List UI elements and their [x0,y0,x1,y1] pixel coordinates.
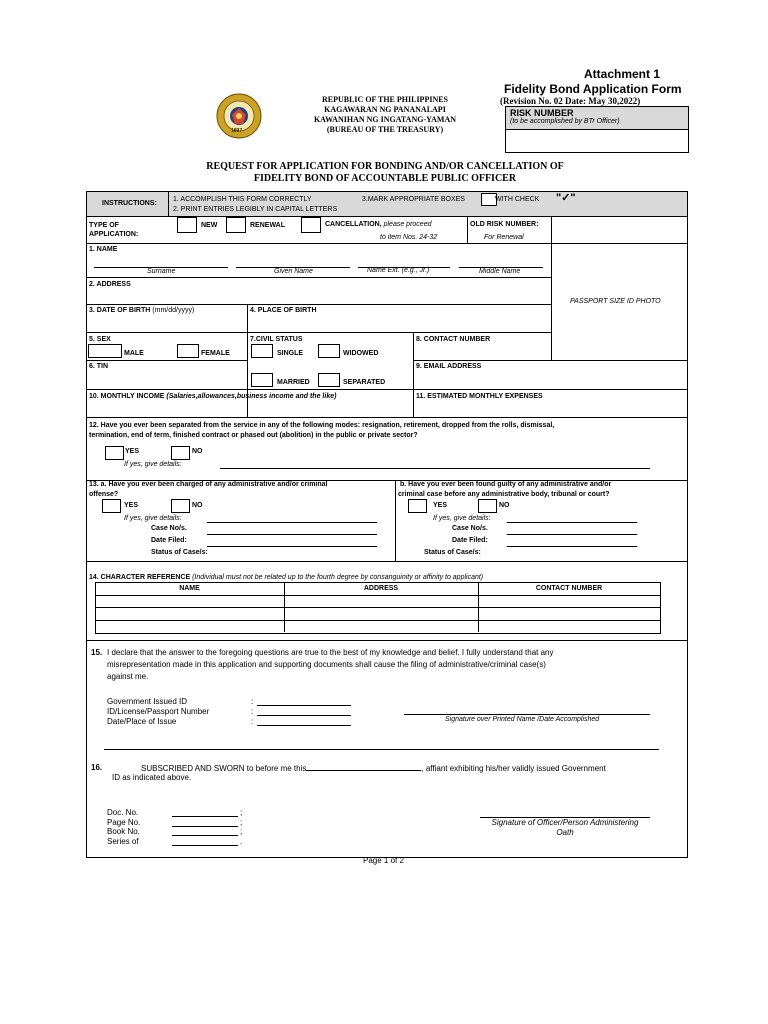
q14-label [89,574,483,581]
q13a-case-no-input[interactable] [207,534,377,535]
civil-status-label: 7.CIVIL STATUS [250,336,303,343]
risk-number-note: (to be accomplished by BTr Officer) [510,118,620,125]
series-of-label: Series of [107,837,139,846]
instruction-3: 3.MARK APPROPRIATE BOXES [362,196,465,203]
book-no-label: Book No. [107,827,140,836]
q12-no-label: NO [192,448,203,455]
old-risk-number-note: For Renewal [484,234,524,241]
male-label: MALE [124,350,144,357]
q15-line-2: misrepresentation made in this application and supporting documents shall cause the filing of administrative/criminal case(s) [107,660,546,669]
reference-col-name: NAME [179,585,200,592]
with-check-label: WITH CHECK [495,196,540,203]
request-title-line-2: FIDELITY BOND OF ACCOUNTABLE PUBLIC OFFICER [253,173,517,184]
reference-row-1[interactable] [96,596,659,607]
instruction-1: 1. ACCOMPLISH THIS FORM CORRECTLY [173,196,312,203]
new-label: NEW [201,222,218,229]
q16-line-2: ID as indicated above. [112,773,192,782]
page-no-input[interactable] [172,826,238,827]
reference-row-3[interactable] [96,621,659,632]
q13b-yes-label: YES [433,502,448,509]
q13a-text-line-2: offense? [89,491,119,498]
date-place-input[interactable] [257,725,351,726]
passport-photo-area[interactable]: PASSPORT SIZE ID PHOTO [570,298,661,305]
risk-number-label: RISK NUMBER [510,108,574,118]
checkbox-widowed[interactable] [318,344,340,358]
address-label: 2. ADDRESS [89,281,131,288]
cancellation-label [325,221,431,228]
q13b-no-label: NO [499,502,510,509]
agency-line-1: REPUBLIC OF THE PHILIPPINES [321,95,449,104]
q12-text-line-1: 12. Have you ever been separated from the service in any of the following modes: resignation, retirement, dropped from the rolls, dismissal, [89,422,555,429]
q16-text-b: , affiant exhibiting his/her validly issued Government [421,764,606,773]
dob-text: 3. DATE OF BIRTH [89,307,151,314]
q13a-details-input[interactable] [207,522,377,523]
seal-year: 1897 [231,128,243,134]
q16-line-1 [141,763,606,773]
q13b-text-line-2: criminal case before any administrative body, tribunal or court? [398,491,610,498]
doc-no-input[interactable] [172,816,238,817]
checkbox-cancellation[interactable] [301,217,321,233]
series-of-input[interactable] [172,845,238,846]
page-number: Page 1 of 2 [363,856,404,865]
q16-number: 16. [91,763,103,772]
doc-no-semicolon: ; [240,808,243,817]
middle-name-caption: Middle Name [479,268,521,275]
q13b-checkbox-yes[interactable] [408,499,427,513]
agency-line-3: KAWANIHAN NG INGATANG-YAMAN [313,115,457,124]
pob-label: 4. PLACE OF BIRTH [250,307,317,314]
checkbox-separated[interactable] [318,373,340,387]
risk-number-input[interactable] [506,130,688,152]
gov-id-label: Government Issued ID [107,697,188,706]
id-license-label: ID/License/Passport Number [107,707,210,716]
tin-label: 6. TIN [89,363,109,370]
request-title [150,161,620,185]
instruction-2: 2. PRINT ENTRIES LEGIBLY IN CAPITAL LETTERS [173,206,338,213]
form-title: Fidelity Bond Application Form [504,82,682,96]
q13a-details-label: If yes, give details: [124,515,182,522]
q13b-date-filed-label: Date Filed: [452,537,488,544]
q15-line-3: against me. [107,672,149,681]
q13b-details-label: If yes, give details: [433,515,491,522]
q12-details-input[interactable] [220,468,650,469]
reference-col-contact: CONTACT NUMBER [535,585,603,592]
risk-number-box [505,106,689,153]
female-label: FEMALE [201,350,230,357]
q12-text-line-2: termination, end of term, finished contract or phased out (abolition) in the public or private sector? [89,432,418,439]
q12-details-label: If yes, give details: [124,461,182,468]
q13a-date-filed-input[interactable] [207,546,377,547]
officer-signature-caption-2: Oath [556,828,574,837]
application-type-label: TYPE OF APPLICATION: [89,222,139,238]
q16-text-a: SUBSCRIBED AND SWORN to before me this [141,764,307,773]
checkbox-married[interactable] [251,373,273,387]
agency-line-2: KAGAWARAN NG PANANALAPI [324,105,446,114]
checkbox-new[interactable] [177,217,197,233]
old-risk-number-label: OLD RISK NUMBER: [470,221,539,228]
id-license-colon: : [251,707,254,716]
reference-row-2[interactable] [96,608,659,620]
book-no-semicolon: ; [240,827,243,836]
cancellation-text: CANCELLATION, [325,221,382,228]
cancellation-note-2: to item Nos. 24-32 [380,234,438,241]
checkbox-male[interactable] [88,344,122,358]
agency-block [290,95,480,135]
check-mark-icon: "✓" [556,192,576,204]
applicant-signature-line[interactable] [404,714,650,715]
q15-number: 15. [91,648,103,657]
dob-format: (mm/dd/yyyy) [152,307,195,314]
q13b-status-label: Status of Case/s: [424,549,481,556]
q13b-text-line-1: b. Have you ever been found guilty of any administrative and/or [400,481,612,488]
checkbox-female[interactable] [177,344,199,358]
agency-line-4: (BUREAU OF THE TREASURY) [326,125,444,134]
monthly-income-note: (Salaries,allowances,business income and the like) [166,393,337,400]
q14-text: 14. CHARACTER REFERENCE [89,574,191,581]
doc-no-label: Doc. No. [107,808,139,817]
q13b-date-filed-input[interactable] [507,546,637,547]
email-address-label: 9. EMAIL ADDRESS [416,363,482,370]
monthly-income-text: 10. MONTHLY INCOME [89,393,165,400]
q13b-case-no-label: Case No/s. [452,525,488,532]
q12-yes-label: YES [125,448,140,455]
contact-number-label: 8. CONTACT NUMBER [416,336,491,343]
gov-id-colon: : [251,697,254,706]
date-place-colon: : [251,717,254,726]
q13a-date-filed-label: Date Filed: [151,537,187,544]
single-label: SINGLE [277,350,304,357]
date-place-label: Date/Place of Issue [107,717,177,726]
applicant-signature-caption: Signature over Printed Name /Date Accomplished [445,716,600,723]
q13a-status-label: Status of Case/s: [151,549,208,556]
monthly-income-label [89,393,336,400]
separated-label: SEPARATED [343,379,386,386]
gov-id-input[interactable] [257,705,351,706]
request-title-line-1: REQUEST FOR APPLICATION FOR BONDING AND/OR CANCELLATION OF [206,161,564,172]
q16-date-input[interactable] [306,763,421,771]
q13b-checkbox-no[interactable] [478,499,497,513]
q13a-no-label: NO [192,502,203,509]
q13a-yes-label: YES [124,502,139,509]
q13a-checkbox-yes[interactable] [102,499,121,513]
q13b-details-input[interactable] [507,522,637,523]
officer-signature-caption-1: Signature of Officer/Person Administering [491,818,639,827]
q12-checkbox-no[interactable] [171,446,190,460]
id-license-input[interactable] [257,715,351,716]
q14-note: (Individual must not be related up to the fourth degree by consanguinity or affinity to applicant) [192,574,484,581]
q12-checkbox-yes[interactable] [105,446,124,460]
q13a-text-line-1: 13. a. Have you ever been charged of any administrative and/or criminal [89,481,328,488]
given-name-caption: Given Name [274,268,313,275]
risk-number-header [506,107,688,130]
reference-col-address: ADDRESS [363,585,399,592]
surname-caption: Surname [147,268,176,275]
treasury-seal-logo [216,93,262,139]
q13a-checkbox-no[interactable] [171,499,190,513]
page-no-label: Page No. [107,818,141,827]
checkbox-renewal[interactable] [226,217,246,233]
instructions-label: INSTRUCTIONS: [102,200,157,207]
dob-label [89,307,194,314]
revision-label: (Revision No. 02 Date: May 30,2022) [500,96,641,106]
name-ext-caption: Name Ext. (e.g., Jr.) [367,267,430,274]
q13a-case-no-label: Case No/s. [151,525,187,532]
married-label: MARRIED [277,379,310,386]
q15-line-1: I declare that the answer to the foregoing questions are true to the best of my knowledge and belief. I fully understand that any [107,648,554,657]
checkbox-single[interactable] [251,344,273,358]
q13b-case-no-input[interactable] [507,534,637,535]
sex-label: 5. SEX [89,336,111,343]
cancellation-note: please proceed [383,221,432,228]
name-label: 1. NAME [89,246,118,253]
page-no-semicolon: ; [240,818,243,827]
renewal-label: RENEWAL [250,222,285,229]
monthly-expenses-label: 11. ESTIMATED MONTHLY EXPENSES [416,393,543,400]
widowed-label: WIDOWED [343,350,379,357]
book-no-input[interactable] [172,835,238,836]
attachment-label: Attachment 1 [584,67,661,81]
series-of-dot: . [240,837,243,846]
